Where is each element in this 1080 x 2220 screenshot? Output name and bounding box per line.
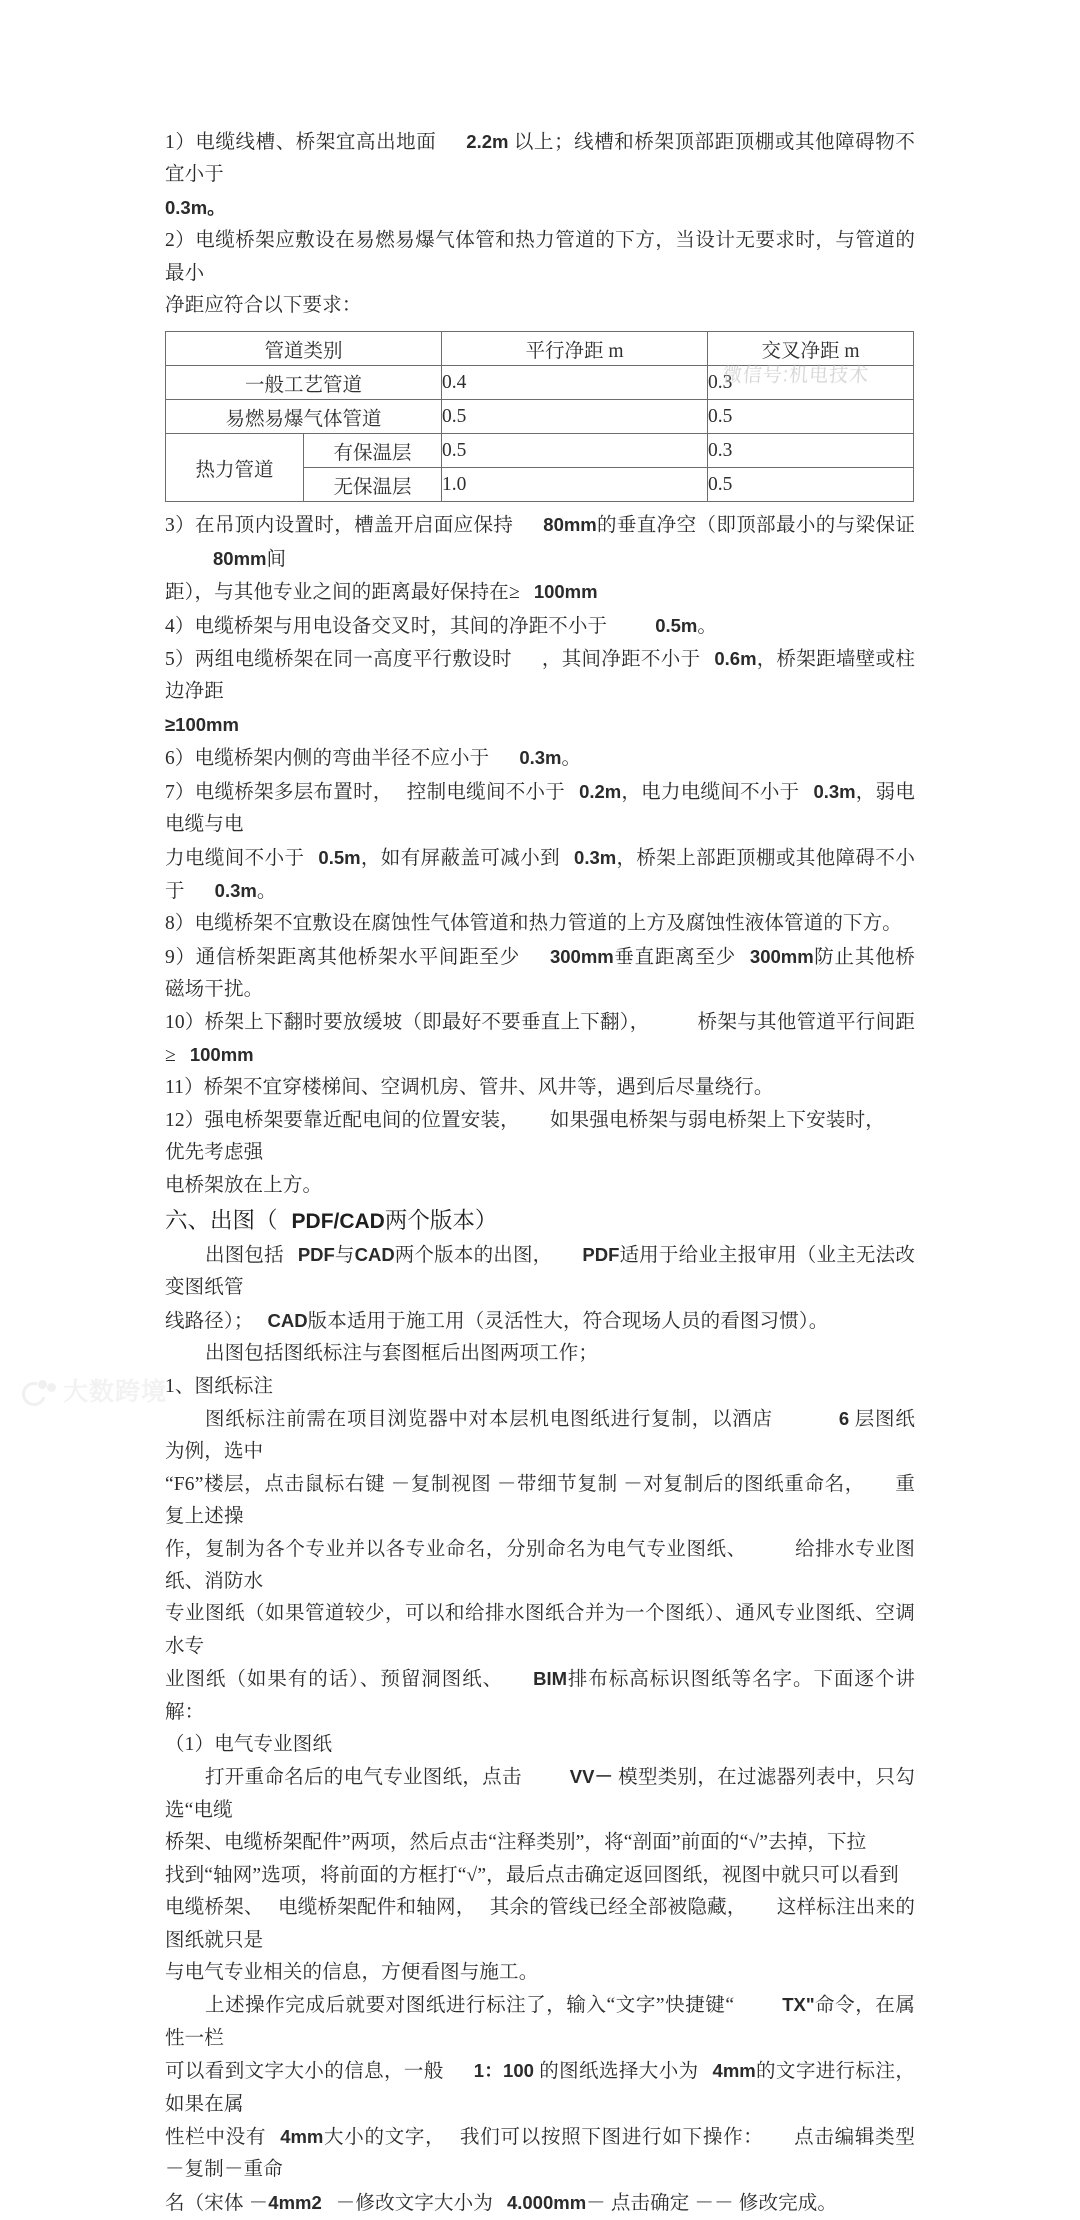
s6-p1-text-f: 版本适用于施工用（灵活性大，符合现场人员的看图习惯）。 — [307, 1310, 829, 1332]
item-3-value-3: 100mm — [533, 581, 598, 603]
table-row — [166, 400, 914, 434]
item-7-value-4: 0.3m — [574, 846, 617, 868]
item-7-text-d: ，弱电电缆与电 — [165, 781, 915, 836]
table-row — [166, 366, 914, 400]
s6-p1-text-a: 出图包括 — [205, 1244, 284, 1266]
s6-p1-text-e: 线路径）； — [165, 1310, 254, 1332]
subsection-1-paragraph-1-l3 — [165, 1534, 915, 1599]
sub1-p1-text-d: 重复上述操 — [165, 1473, 915, 1528]
item-8-text-a: 8）电缆桥架不宜敷设在腐蚀性气体管道和热力管道的上方及腐蚀性液体管道的下方。 — [165, 913, 902, 935]
list-item-5 — [165, 643, 915, 709]
item-12-text-c: 优先考虑强 — [165, 1142, 264, 1164]
item-4-text-b: 。 — [697, 615, 718, 637]
subsection-1-2-paragraph-l3 — [165, 2121, 915, 2187]
sub1-p1-text-f: 给排水专业图纸、消防水 — [165, 1538, 915, 1593]
sub1-2-p-text-k: －修改文字大小为 — [335, 2192, 493, 2214]
s6-p1-text-b: 与 — [334, 1244, 355, 1266]
subsection-1-1-title — [165, 1729, 915, 1761]
sub1-1-p-text-a: 打开重命名后的电气专业图纸，点击 — [205, 1767, 522, 1789]
item-9-value-2: 300mm — [749, 945, 814, 967]
table-header-cross: 交叉净距 m — [708, 332, 914, 366]
section-heading-text-a: 六、出图（ — [165, 1207, 278, 1233]
sub1-2-p-text-f: 性栏中没有 — [165, 2126, 267, 2148]
table-row — [166, 434, 914, 468]
subsection-1-title — [165, 1371, 915, 1403]
subsection-1-1-paragraph-l5 — [165, 1957, 915, 1989]
table-watermark: 微信号:机电技术 — [722, 364, 870, 387]
table-cell-parallel: 1.0 — [442, 468, 708, 502]
sub1-2-p-value-6: 4.000mm — [506, 2191, 587, 2213]
section6-paragraph-1-cont — [165, 1305, 915, 1338]
s6-p2-text: 出图包括图纸标注与套图框后出图两项工作； — [205, 1343, 599, 1365]
table-cell-category: 一般工艺管道 — [166, 366, 442, 400]
item-6-text-b: 。 — [561, 748, 582, 770]
section6-paragraph-1 — [165, 1239, 915, 1305]
table-cell-parallel: 0.5 — [442, 434, 708, 468]
sub1-1-title-text: （1）电气专业图纸 — [165, 1734, 333, 1756]
s6-p1-value-3: PDF — [582, 1243, 620, 1265]
clearance-table-wrap — [165, 331, 911, 502]
sub1-1-p-text-h: 这样标注出来的图纸就只是 — [165, 1897, 915, 1951]
sub1-1-p-text-d: 找到“轴网”选项，将前面的方框打“√”，最后点击确定返回图纸，视图中就只可以看到 — [165, 1864, 899, 1886]
sub1-1-p-text-c: 桥架、电缆桥架配件”两项，然后点击“注释类别”，将“剖面”前面的“√”去掉，下拉 — [165, 1832, 867, 1854]
item-6-text-a: 6）电缆桥架内侧的弯曲半径不应小于 — [165, 748, 490, 770]
item-1-text-c: 0.3m。 — [165, 196, 226, 218]
item-12-text-a: 12）强电桥架要靠近配电间的位置安装， — [165, 1109, 520, 1131]
sub1-2-p-text-l: － 点击确定 －－ 修改完成。 — [586, 2192, 838, 2214]
section-heading-value: PDF/CAD — [291, 1209, 385, 1233]
item-1-value-1: 2.2m — [466, 131, 509, 152]
item-7-value-2: 0.3m — [813, 780, 856, 802]
item-5-value-2: ≥100mm — [165, 713, 239, 735]
list-item-7-cont — [165, 842, 915, 909]
item-1-text-b: 以上；线槽和桥架顶部距顶棚或其他障碍物不宜小于 — [165, 132, 915, 186]
list-item-7 — [165, 776, 915, 842]
item-3-text-b: 的垂直净空（即顶部最小的与梁保证 — [596, 515, 916, 537]
table-cell-sub: 无保温层 — [304, 468, 442, 502]
subsection-1-2-paragraph — [165, 1989, 915, 2055]
list-item-11 — [165, 1072, 915, 1104]
list-item-6 — [165, 742, 915, 775]
table-cell-cross: 0.3 — [708, 366, 914, 400]
table-cell-parallel: 0.5 — [442, 400, 708, 434]
subsection-1-paragraph-1-l2 — [165, 1469, 915, 1534]
list-item-10 — [165, 1007, 915, 1073]
list-item-1 — [165, 126, 915, 192]
subsection-1-1-paragraph-l2 — [165, 1827, 915, 1859]
item-10-text-a: 10）桥架上下翻时要放缓坡（即最好不要垂直上下翻）， — [165, 1011, 650, 1033]
list-item-9 — [165, 941, 915, 1007]
list-item-3 — [165, 509, 915, 576]
sub1-1-p-text-b: 模型类别，在过滤器列表中，只勾选“电缆 — [165, 1767, 915, 1821]
table-header-parallel: 平行净距 m — [442, 332, 708, 366]
item-2-text-b: 净距应符合以下要求： — [165, 295, 362, 317]
table-cell-parallel: 0.4 — [442, 366, 708, 400]
subsection-1-paragraph-1 — [165, 1403, 915, 1469]
subsection-1-1-paragraph — [165, 1761, 915, 1827]
item-4-value-1: 0.5m — [655, 614, 698, 636]
item-9-text-a: 9）通信桥架距离其他桥架水平间距至少 — [165, 946, 520, 968]
item-5-value-1: 0.6m — [714, 648, 757, 670]
item-5-text-b: ，其间净距不小于 — [541, 649, 701, 671]
sub1-p1-text-h: 业图纸（如果有的话）、预留洞图纸、 — [165, 1669, 504, 1691]
sub1-title-text: 1、图纸标注 — [165, 1375, 274, 1397]
item-6-value-1: 0.3m — [519, 747, 562, 769]
subsection-1-1-paragraph-l4 — [165, 1892, 915, 1957]
paw-arc — [18, 1378, 50, 1410]
item-2-text-a: 2）电缆桥架应敷设在易燃易爆气体管和热力管道的下方，当设计无要求时，与管道的最小 — [165, 230, 915, 284]
sub1-2-p-text-j: 名（宋体 － — [165, 2192, 269, 2214]
table-cell-cross: 0.5 — [708, 468, 914, 502]
item-3-text-d: 距），与其他专业之间的距离最好保持在≥ — [165, 582, 520, 604]
sub1-2-p-text-a: 上述操作完成后就要对图纸进行标注了，输入“文字”快捷键“ — [205, 1995, 735, 2017]
item-3-value-1: 80mm — [543, 514, 597, 536]
s6-p1-value-1: PDF — [297, 1243, 335, 1265]
list-item-2 — [165, 225, 915, 290]
s6-p1-value-2: CAD — [354, 1243, 395, 1265]
sub1-2-p-text-g: 大小的文字， — [323, 2126, 446, 2148]
item-10-value-1: 100mm — [189, 1043, 254, 1065]
item-5-text-c: ，桥架距墙壁或柱边净距 — [165, 649, 915, 703]
sub1-p1-text-e: 作，复制为各个专业并以各专业命名，分别命名为电气专业图纸、 — [165, 1538, 747, 1560]
sub1-1-p-text-i: 与电气专业相关的信息，方便看图与施工。 — [165, 1961, 539, 1983]
table-cell-category-merged: 热力管道 — [166, 434, 304, 502]
table-header-category: 管道类别 — [166, 332, 442, 366]
item-4-text-a: 4）电缆桥架与用电设备交叉时，其间的净距不小于 — [165, 615, 608, 637]
item-9-text-b: 垂直距离至少 — [613, 946, 736, 968]
table-cell-sub: 有保温层 — [304, 434, 442, 468]
sub1-2-p-value-4: 4mm — [280, 2125, 324, 2147]
table-cell-category: 易燃易爆气体管道 — [166, 400, 442, 434]
list-item-4 — [165, 610, 915, 643]
list-item-8 — [165, 908, 915, 940]
list-item-5-cont — [165, 709, 915, 742]
item-7-value-1: 0.2m — [579, 780, 622, 802]
brand-watermark — [22, 1378, 167, 1406]
list-item-12 — [165, 1105, 915, 1170]
sub1-2-p-value-1: TX" — [782, 1994, 815, 2016]
item-7-text-c: ，电力电缆间不小于 — [621, 781, 800, 803]
item-7-text-b: 控制电缆间不小于 — [406, 781, 566, 803]
item-3-text-a: 3）在吊顶内设置时，槽盖开启面应保持 — [165, 515, 514, 537]
s6-p1-text-d: 适用于给业主报审用（业主无法改变图纸管 — [165, 1244, 915, 1299]
sub1-1-p-value-1: VV－ — [569, 1766, 613, 1788]
item-11-text-a: 11）桥架不宜穿楼梯间、空调机房、管井、风井等，遇到后尽量绕行。 — [165, 1077, 774, 1099]
item-7-text-a: 7）电缆桥架多层布置时， — [165, 781, 393, 803]
sub1-p1-text-g: 专业图纸（如果管道较少，可以和给排水图纸合并为一个图纸）、通风专业图纸、空调水专 — [165, 1603, 915, 1657]
item-7-text-h: 。 — [256, 880, 277, 902]
item-3-text-c: 间 — [266, 548, 287, 570]
subsection-1-2-paragraph-l2 — [165, 2055, 915, 2121]
s6-p1-text-c: 两个版本的出图， — [394, 1244, 553, 1266]
brand-watermark-text: 大数跨境 — [63, 1377, 168, 1406]
subsection-1-1-paragraph-l3 — [165, 1860, 915, 1892]
item-7-text-g: ，桥架上部距顶棚或其他障碍不小于 — [165, 847, 915, 902]
item-3-value-2: 80mm — [213, 547, 267, 569]
clearance-table — [165, 331, 914, 502]
sub1-2-p-text-h: 我们可以按照下图进行如下操作： — [459, 2126, 764, 2148]
list-item-2-cont — [165, 290, 915, 322]
document-body — [165, 126, 915, 2220]
sub1-2-p-text-c: 可以看到文字大小的信息，一般 — [165, 2061, 444, 2083]
sub1-p1-text-b: 层图纸为例，选中 — [165, 1409, 915, 1463]
sub1-p1-value-2: BIM — [533, 1668, 568, 1690]
item-7-value-5: 0.3m — [214, 879, 257, 901]
item-5-text-a: 5）两组电缆桥架在同一高度平行敷设时 — [165, 649, 512, 671]
section-heading-text-b: 两个版本） — [384, 1207, 498, 1233]
sub1-2-p-text-i: 点击编辑类型 －复制－重命 — [165, 2126, 915, 2181]
item-12-text-b: 如果强电桥架与弱电桥架上下安装时， — [549, 1109, 885, 1131]
section6-paragraph-2 — [165, 1338, 915, 1370]
sub1-2-p-text-e: 的文字进行标注，如果在属 — [165, 2061, 916, 2115]
sub1-2-p-value-5: 4mm2 — [268, 2191, 322, 2213]
sub1-p1-value-1: 6 — [838, 1408, 850, 1429]
subsection-1-2-paragraph-l4 — [165, 2187, 915, 2220]
paw-dot-2 — [47, 1383, 56, 1392]
sub1-2-p-text-b: 命令，在属性一栏 — [165, 1995, 915, 2049]
sub1-2-p-text-d: 的图纸选择大小为 — [539, 2061, 699, 2083]
sub1-2-p-value-3: 4mm — [712, 2060, 756, 2082]
item-1-text-a: 1）电缆线槽、桥架宜高出地面 — [165, 132, 437, 153]
item-7-text-e: 力电缆间不小于 — [165, 847, 305, 869]
section-heading-6 — [165, 1202, 915, 1239]
sub1-1-p-text-e: 电缆桥架、 — [165, 1897, 264, 1919]
s6-p1-value-4: CAD — [267, 1309, 308, 1331]
sub1-2-p-value-2: 1：100 — [473, 2060, 534, 2082]
subsection-1-paragraph-1-l5 — [165, 1663, 915, 1729]
paw-logo-icon — [22, 1378, 56, 1406]
item-7-value-3: 0.5m — [318, 846, 361, 868]
item-7-text-f: ，如有屏蔽盖可减小到 — [360, 847, 561, 869]
item-9-value-1: 300mm — [549, 945, 614, 967]
item-9-text-c: 防止其他桥磁场干扰。 — [165, 946, 915, 1001]
table-cell-cross: 0.5 — [708, 400, 914, 434]
paw-dot-1 — [38, 1380, 47, 1389]
sub1-p1-text-a: 图纸标注前需在项目浏览器中对本层机电图纸进行复制，以酒店 — [205, 1409, 773, 1430]
list-item-1-cont — [165, 192, 915, 225]
sub1-p1-text-c: “F6”楼层，点击鼠标右键 －复制视图 －带细节复制 －对复制后的图纸重命名， — [165, 1473, 865, 1495]
item-10-text-b: 桥架与其他管道平行间距≥ — [165, 1011, 915, 1066]
list-item-12-cont — [165, 1170, 915, 1202]
item-12-text-d: 电桥架放在上方。 — [165, 1174, 323, 1196]
sub1-1-p-text-g: 其余的管线已经全部被隐藏， — [489, 1897, 747, 1919]
subsection-1-paragraph-1-l4 — [165, 1598, 915, 1663]
table-cell-cross: 0.3 — [708, 434, 914, 468]
list-item-3-cont — [165, 576, 915, 609]
table-header-row — [166, 332, 914, 366]
sub1-1-p-text-f: 电缆桥架配件和轴网， — [277, 1897, 476, 1919]
sub1-p1-text-i: 排布标高标识图纸等名字。下面逐个讲解： — [165, 1669, 915, 1723]
